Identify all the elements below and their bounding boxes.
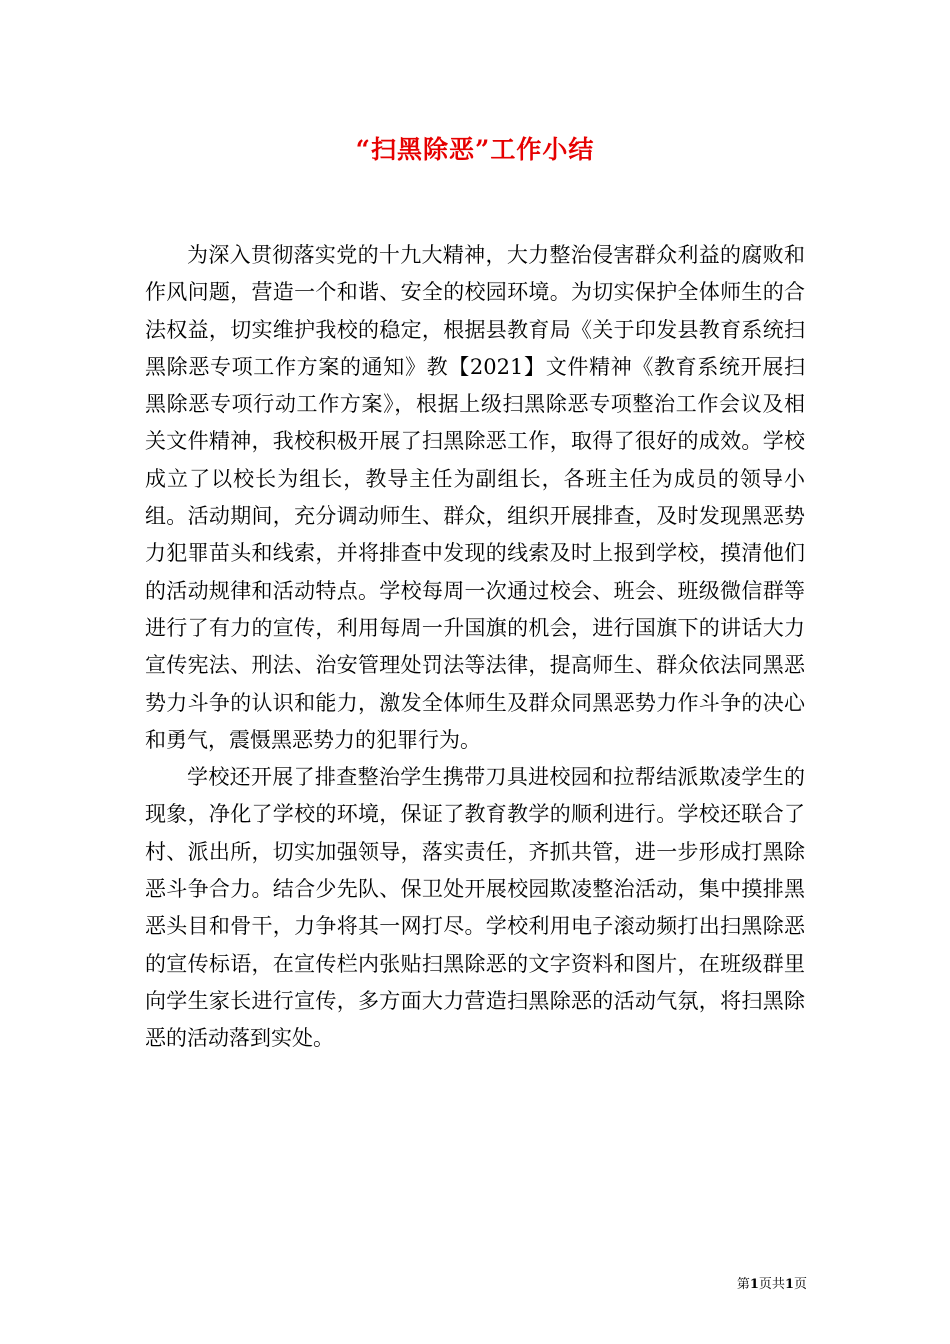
footer-suffix: 页 — [793, 1277, 807, 1292]
paragraph-1: 为深入贯彻落实党的十九大精神，大力整治侵害群众利益的腐败和作风问题，营造一个和谐、安全的校园环境。为切实保护全体师生的合法权益，切实维护我校的稳定，根据县教育局《关于印发县教育系统扫黑除恶专项工作方案的通知》教【2021】文件精神《教育系统开展扫黑除恶专项行动工作方案》，根据上级扫黑除恶专项整治工作会议及相关文件精神，我校积极开展了扫黑除恶工作，取得了很好的成效。学校成立了以校长为组长，教导主任为副组长，各班主任为成员的领导小组。活动期间，充分调动师生、群众，组织开展排查，及时发现黑恶势力犯罪苗头和线索，并将排查中发现的线索及时上报到学校，摸清他们的活动规律和活动特点。学校每周一次通过校会、班会、班级微信群等进行了有力的宣传，利用每周一升国旗的机会，进行国旗下的讲话大力宣传宪法、刑法、治安管理处罚法等法律，提高师生、群众依法同黑恶势力斗争的认识和能力，激发全体师生及群众同黑恶势力作斗争的决心和勇气，震慑黑恶势力的犯罪行为。 — [145, 243, 805, 752]
document-body — [145, 237, 805, 1058]
footer-total-pages: 1 — [784, 1277, 794, 1292]
footer-prefix: 第 — [736, 1277, 750, 1292]
paragraph-2: 学校还开展了排查整治学生携带刀具进校园和拉帮结派欺凌学生的现象，净化了学校的环境，保证了教育教学的顺利进行。学校还联合了村、派出所，切实加强领导，落实责任，齐抓共管，进一步形成打黑除恶斗争合力。结合少先队、保卫处开展校园欺凌整治活动，集中摸排黑恶头目和骨干，力争将其一网打尽。学校利用电子滚动频打出扫黑除恶的宣传标语，在宣传栏内张贴扫黑除恶的文字资料和图片，在班级群里向学生家长进行宣传，多方面大力营造扫黑除恶的活动气氛，将扫黑除恶的活动落到实处。 — [145, 765, 805, 1051]
footer-middle: 页共 — [758, 1277, 785, 1292]
page-number-footer — [737, 1276, 807, 1294]
document-title: “扫黑除恶”工作小结 — [355, 135, 595, 164]
footer-current-page: 1 — [749, 1277, 759, 1292]
